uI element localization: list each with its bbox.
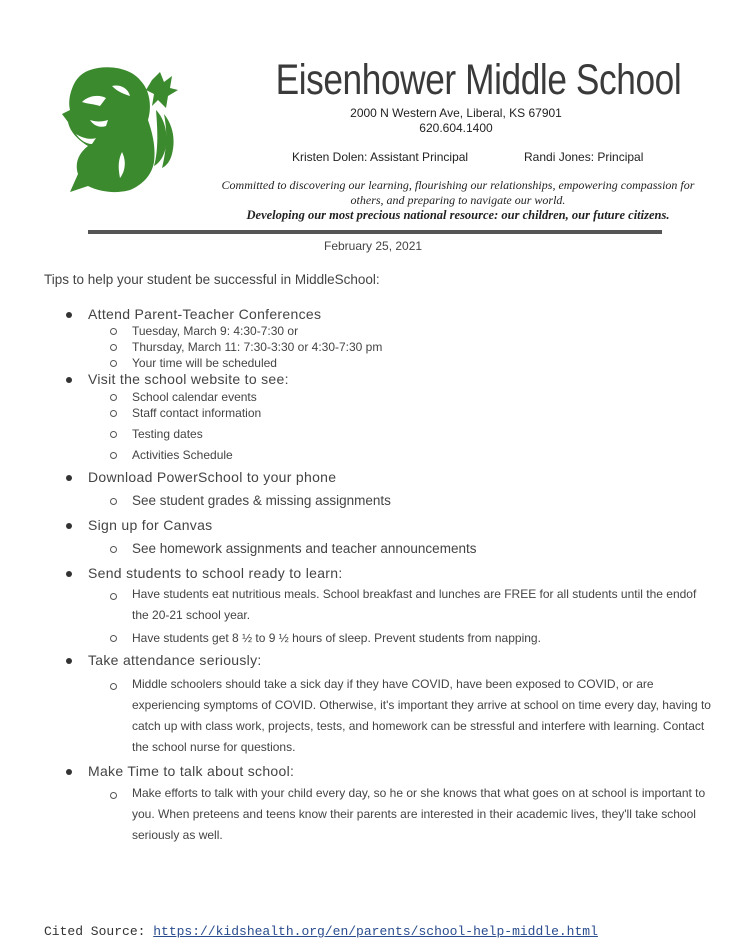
tip-title: Make Time to talk about school:: [88, 763, 295, 779]
school-phone: 620.604.1400: [419, 121, 493, 135]
circle-bullet-icon: [110, 593, 117, 600]
sub-list-text: Make efforts to talk with your child every day, so he or she knows that what goes on at school is important to you. When preteens and teens know their parents are interested in their academic lives, they'll take school seriously as well.: [132, 786, 706, 842]
circle-bullet-icon: [110, 546, 117, 553]
assistant-principal: Kristen Dolen: Assistant Principal: [292, 150, 469, 164]
circle-bullet-icon: [110, 431, 117, 438]
circle-bullet-icon: [110, 498, 117, 505]
circle-bullet-icon: [110, 410, 117, 417]
tip-title: Sign up for Canvas: [88, 517, 213, 533]
bullet-icon: [66, 769, 72, 775]
header-divider: [88, 230, 662, 234]
principal: Randi Jones: Principal: [524, 150, 644, 164]
sub-list-text: Have students eat nutritious meals. School breakfast and lunches are FREE for all students until the endof the 20-21 school year.: [132, 587, 697, 622]
circle-bullet-icon: [110, 328, 117, 335]
school-motto-bold: Developing our most precious national resource: our children, our future citizens.: [246, 208, 670, 222]
school-motto: Committed to discovering our learning, flourishing our relationships, empowering compassion for others, and preparing to navigate our world.: [221, 178, 695, 207]
bullet-icon: [66, 571, 72, 577]
circle-bullet-icon: [110, 344, 117, 351]
bullet-icon: [66, 377, 72, 383]
school-address: 2000 N Western Ave, Liberal, KS 67901: [350, 106, 562, 120]
cited-source: [44, 924, 598, 939]
letter-date: February 25, 2021: [324, 239, 423, 253]
circle-bullet-icon: [110, 394, 117, 401]
school-title: Eisenhower Middle School: [275, 56, 682, 104]
tip-title: Download PowerSchool to your phone: [88, 469, 337, 485]
bullet-icon: [66, 523, 72, 529]
tip-title: Visit the school website to see:: [88, 371, 289, 387]
tip-title: Attend Parent-Teacher Conferences: [88, 306, 322, 322]
bullet-icon: [66, 658, 72, 664]
intro-text: Tips to help your student be successful in MiddleSchool:: [44, 272, 380, 287]
circle-bullet-icon: [110, 683, 117, 690]
tip-title: Take attendance seriously:: [88, 652, 262, 668]
circle-bullet-icon: [110, 635, 117, 642]
sub-list-text: Middle schoolers should take a sick day if they have COVID, have been exposed to COVID, or are experiencing symptoms of COVID. Otherwise, it's important they arrive at school on time every day, having to catch up with class work, projects, tests, and homework can be stressful and interfere with learning. Contact the school nurse for questions.: [132, 677, 711, 754]
circle-bullet-icon: [110, 792, 117, 799]
bullet-icon: [66, 312, 72, 318]
tip-title: Send students to school ready to learn:: [88, 565, 343, 581]
cited-source-link[interactable]: https://kidshealth.org/en/parents/school-help-middle.html: [153, 924, 598, 939]
circle-bullet-icon: [110, 452, 117, 459]
cited-source-label: Cited Source:: [44, 924, 154, 939]
circle-bullet-icon: [110, 360, 117, 367]
bullet-icon: [66, 475, 72, 481]
school-mascot-logo: [60, 62, 180, 194]
